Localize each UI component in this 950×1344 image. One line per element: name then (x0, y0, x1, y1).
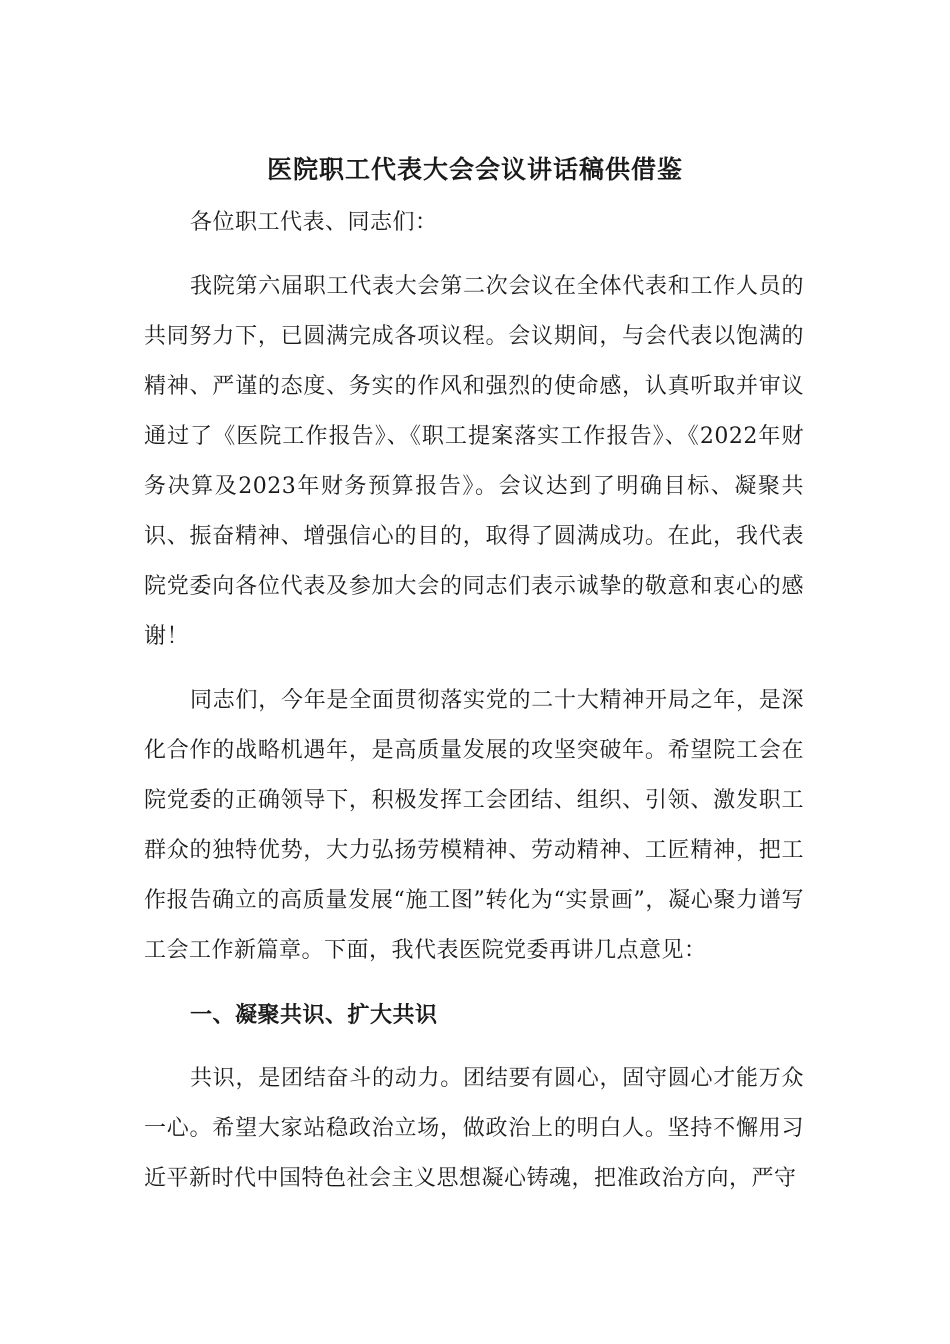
document-body (144, 198, 804, 1218)
paragraph-consensus: 共识，是团结奋斗的动力。团结要有圆心，固守圆心才能万众一心。希望大家站稳政治立场，做政治上的明白人。坚持不懈用习近平新时代中国特色社会主义思想凝心铸魂，把准政治方向，严守 (144, 1066, 804, 1191)
section-heading-consensus: 一、凝聚共识、扩大共识 (190, 1002, 438, 1028)
paragraph-meeting-summary: 我院第六届职工代表大会第二次会议在全体代表和工作人员的共同努力下，已圆满完成各项议程。会议期间，与会代表以饱满的精神、严谨的态度、务实的作风和强烈的使命感，认真听取并审议通过了《医院工作报告》、《职工提案落实工作报告》、《2022年财务决算及2023年财务预算报告》。会议达到了明确目标、凝聚共识、振奋精神、增强信心的目的，取得了圆满成功。在此，我代表院党委向各位代表及参加大会的同志们表示诚挚的敬意和衷心的感谢！ (144, 274, 804, 649)
salutation: 各位职工代表、同志们： (190, 210, 438, 235)
paragraph-expectations: 同志们，今年是全面贯彻落实党的二十大精神开局之年，是深化合作的战略机遇年，是高质量发展的攻坚突破年。希望院工会在院党委的正确领导下，积极发挥工会团结、组织、引领、激发职工群众的独特优势，大力弘扬劳模精神、劳动精神、工匠精神，把工作报告确立的高质量发展“施工图”转化为“实景画”，凝心聚力谱写工会工作新篇章。下面，我代表医院党委再讲几点意见： (144, 688, 804, 963)
document-title: 医院职工代表大会会议讲话稿供借鉴 (266, 155, 683, 184)
